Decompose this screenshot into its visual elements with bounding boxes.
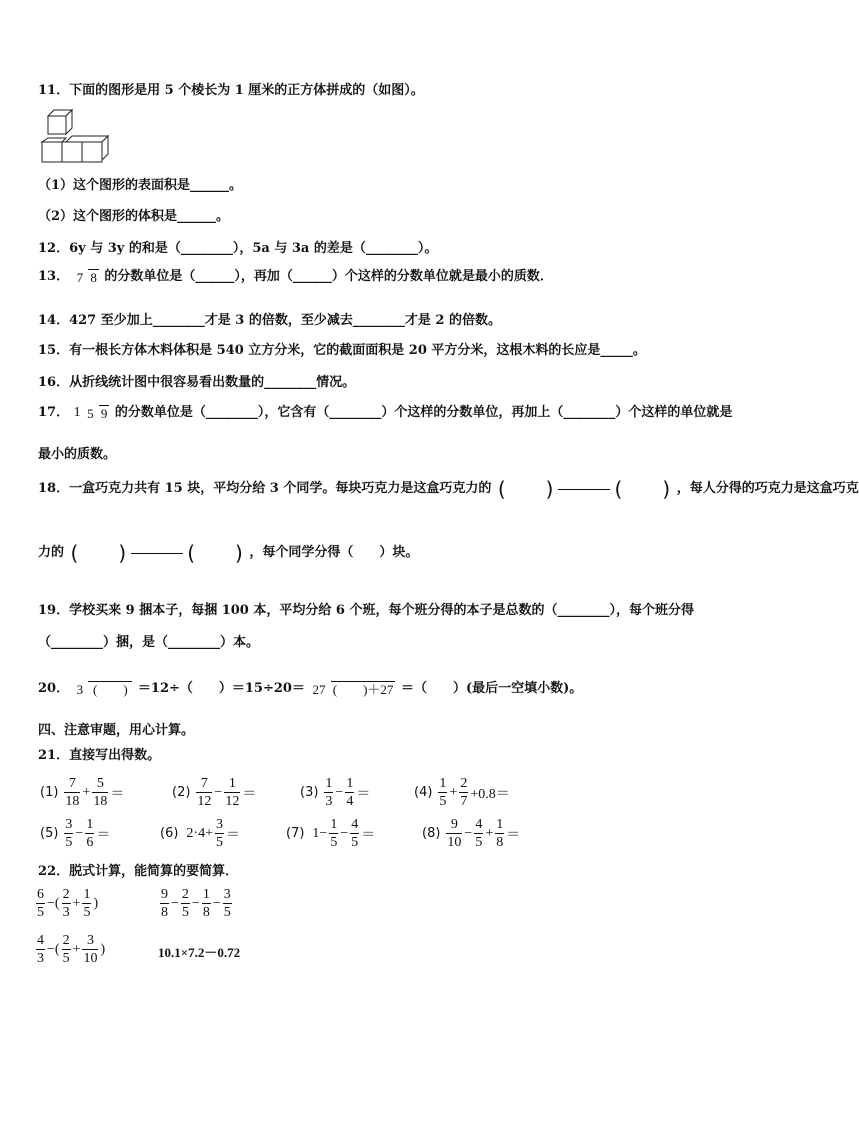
fraction (224, 775, 240, 810)
q18-blank-num-2: ( ) (70, 541, 127, 565)
operator: − (464, 825, 473, 841)
q22-expr-2 (160, 886, 232, 921)
fraction (446, 816, 462, 851)
q18-blank-den-2: ( ) (187, 541, 243, 565)
tail: ＝ (225, 827, 240, 843)
fraction (350, 816, 359, 851)
num: 1 (496, 817, 504, 832)
q21-item-label: (5) (40, 826, 59, 841)
num: 2 (181, 887, 189, 902)
operator: − (171, 895, 179, 911)
num: 2 (62, 933, 70, 948)
den: 3 (62, 905, 70, 920)
q22-expr-1 (36, 886, 100, 921)
den: 10 (447, 835, 462, 850)
q15-text: 15．有一根长方体木料体积是 540 立方分米，它的截面面积是 20 平方分米，这根木料的长应是_____。 (38, 343, 646, 358)
q18-bar-1 (558, 489, 610, 490)
q18-part4: ，每个同学分得（ ）块。 (249, 545, 419, 560)
q20-label: 20． (38, 680, 70, 696)
fraction (215, 816, 224, 851)
num: 2 (62, 887, 70, 902)
q21-item-label: (1) (40, 785, 59, 800)
den: 5 (181, 905, 189, 920)
q22-expr-4-text: 10.1×7.2－0.72 (158, 945, 241, 960)
prefix: 2·4+ (186, 825, 213, 841)
operator: + (72, 941, 81, 957)
q21-title: 21．直接写出得数。 (38, 748, 161, 763)
fraction (202, 886, 211, 921)
fraction (181, 886, 190, 921)
question-16 (38, 375, 355, 392)
fraction (62, 932, 71, 967)
den: 10 (83, 951, 98, 966)
fraction (82, 932, 98, 967)
fraction (82, 886, 91, 921)
q21-item-label: (8) (422, 826, 441, 841)
den: 18 (65, 794, 80, 809)
q19-line2: （________）捆，是（________）本。 (38, 635, 260, 650)
num: 3 (86, 933, 94, 948)
q20-fraction-2 (311, 680, 396, 697)
q21-item-label: (3) (300, 785, 319, 800)
q20-num1: 3 (76, 681, 84, 697)
fraction (62, 886, 71, 921)
operator: − (340, 825, 349, 841)
q21-item-label: (4) (414, 785, 433, 800)
q17-num: 5 (87, 405, 94, 421)
num: 6 (37, 887, 44, 902)
operator: − (212, 895, 221, 911)
num: 4 (37, 933, 44, 948)
q20-eq1: ＝12÷（ ）＝15÷20＝ (137, 680, 305, 696)
q19-line1: 19．学校买来 9 捆本子，每捆 100 本，平均分给 6 个班，每个班分得的本子是总数的（________），每个班分得 (38, 603, 694, 618)
num: 1 (439, 776, 447, 791)
q13-label: 13． (38, 268, 70, 284)
q13-fraction (75, 268, 99, 285)
q21-item-label: (6) (160, 826, 179, 841)
den: 12 (225, 794, 240, 809)
den: 5 (330, 835, 338, 850)
den: 5 (475, 835, 483, 850)
tail: ＝ (356, 786, 371, 802)
close-paren: ) (93, 895, 99, 911)
q18-bar-2 (131, 553, 183, 554)
operator: −( (47, 941, 60, 957)
q21-item-3 (300, 775, 372, 810)
tail: ＝ (361, 827, 376, 843)
fraction (196, 775, 212, 810)
den: 5 (215, 835, 223, 850)
cube-figure (40, 110, 120, 166)
operator: + (72, 895, 81, 911)
tail: ＝ (242, 786, 257, 802)
tail: ＝ (96, 827, 111, 843)
question-22-title (38, 864, 238, 881)
fraction (36, 932, 45, 967)
q13-den: 8 (90, 270, 97, 286)
q17-den: 9 (100, 406, 108, 422)
num: 1 (202, 887, 210, 902)
question-21-title (38, 748, 160, 765)
q11-sub2: （2）这个图形的体积是______。 (38, 209, 230, 224)
fraction (64, 775, 80, 810)
den: 5 (65, 835, 73, 850)
num: 2 (460, 776, 468, 791)
q17-label: 17． (38, 404, 70, 420)
q21-item-4 (414, 775, 512, 810)
den: 5 (223, 905, 231, 920)
question-17-line2 (38, 447, 116, 464)
den: 7 (460, 794, 468, 809)
q11-text: 11．下面的图形是用 5 个棱长为 1 厘米的正方体拼成的（如图）。 (38, 83, 424, 98)
operator: − (214, 784, 223, 800)
question-18-line2 (38, 542, 418, 564)
fraction (459, 775, 468, 810)
q18-blank-num-1: ( ) (497, 477, 554, 501)
q20-num2: 27 (312, 681, 326, 697)
q21-item-7 (286, 816, 377, 851)
prefix: 1− (312, 825, 328, 841)
operator: + (449, 784, 458, 800)
den: 8 (161, 905, 168, 920)
q21-item-8 (422, 816, 522, 851)
fraction (92, 775, 108, 810)
q21-item-6 (160, 816, 242, 851)
fraction (495, 816, 504, 851)
q18-fraction-blank-1 (498, 478, 670, 500)
q18-part1: 18．一盒巧克力共有 15 块，平均分给 3 个同学。每块巧克力是这盒巧克力的 (38, 481, 492, 496)
q21-item-label: (2) (172, 785, 191, 800)
operator: − (191, 895, 200, 911)
operator: + (82, 784, 91, 800)
q18-blank-den-1: ( ) (614, 477, 671, 501)
question-12 (38, 241, 437, 258)
q18-part3: 力的 (38, 545, 65, 560)
q21-item-label: (7) (286, 826, 305, 841)
q18-part2: ，每人分得的巧克力是这盒巧克 (676, 481, 859, 496)
fraction (345, 775, 354, 810)
section-4-title (38, 723, 194, 740)
q16-text: 16．从折线统计图中很容易看出数量的________情况。 (38, 375, 356, 390)
num: 3 (223, 887, 231, 902)
num: 1 (346, 776, 354, 791)
fraction (329, 816, 338, 851)
num: 7 (68, 776, 76, 791)
fraction (324, 775, 333, 810)
q18-fraction-blank-2 (71, 542, 243, 564)
tail: +0.8＝ (470, 786, 510, 802)
num: 7 (200, 776, 208, 791)
num: 1 (83, 887, 91, 902)
question-20 (38, 680, 582, 697)
tail: ＝ (110, 786, 125, 802)
q21-item-5 (40, 816, 112, 851)
fraction (438, 775, 447, 810)
question-11 (38, 83, 424, 100)
den: 18 (93, 794, 108, 809)
den: 5 (351, 835, 359, 850)
question-13 (38, 268, 553, 285)
q17-text: 的分数单位是（________），它含有（________）个这样的分数单位，再加上（________）个这样的单位就是 (114, 404, 733, 420)
section4-text: 四、注意审题，用心计算。 (38, 723, 195, 738)
den: 8 (496, 835, 504, 850)
num: 5 (96, 776, 104, 791)
den: 5 (83, 905, 91, 920)
num: 4 (475, 817, 483, 832)
den: 4 (346, 794, 354, 809)
operator: − (75, 825, 84, 841)
den: 5 (37, 905, 44, 920)
q21-item-2 (172, 775, 258, 810)
num: 1 (330, 817, 338, 832)
fraction (85, 816, 94, 851)
question-14 (38, 313, 501, 330)
den: 3 (37, 951, 44, 966)
q22-expr-4 (158, 942, 240, 961)
q20-fraction-1 (75, 680, 133, 697)
fraction (64, 816, 73, 851)
q17-fraction (85, 404, 109, 421)
q12-text: 12．6y 与 3y 的和是（________），5a 与 3a 的差是（________）。 (38, 241, 438, 256)
question-19 (38, 603, 694, 620)
num: 4 (351, 817, 359, 832)
fraction (474, 816, 483, 851)
q11-sub1: （1）这个图形的表面积是______。 (38, 178, 243, 193)
question-11-part2 (38, 209, 229, 226)
q13-text: 的分数单位是（______），再加（______）个这样的分数单位就是最小的质数． (104, 268, 553, 284)
num: 9 (161, 887, 168, 902)
question-17 (38, 404, 732, 421)
num: 1 (86, 817, 94, 832)
q21-item-1 (40, 775, 126, 810)
question-18 (38, 478, 859, 500)
q22-title: 22．脱式计算，能简算的要简算． (38, 864, 239, 879)
den: 12 (197, 794, 212, 809)
question-19-line2 (38, 635, 259, 652)
close-paren: ) (100, 941, 106, 957)
fraction (223, 886, 232, 921)
fraction (160, 886, 169, 921)
den: 8 (202, 905, 210, 920)
q20-eq2: ＝（ ）(最后一空填小数)。 (400, 680, 583, 696)
tail: ＝ (506, 827, 521, 843)
num: 3 (215, 817, 223, 832)
num: 9 (450, 817, 458, 832)
q20-den1: ( ) (88, 681, 132, 697)
question-11-part1 (38, 178, 242, 195)
question-15 (38, 343, 646, 360)
operator: −( (47, 895, 60, 911)
den: 5 (62, 951, 70, 966)
fraction (36, 886, 45, 921)
operator: + (485, 825, 494, 841)
num: 1 (325, 776, 333, 791)
num: 1 (228, 776, 236, 791)
q17-mixed-number (74, 404, 111, 421)
q20-den2: ( )＋27 (332, 682, 394, 698)
q17-whole: 1 (73, 404, 81, 420)
den: 3 (325, 794, 333, 809)
q14-text: 14．427 至少加上________才是 3 的倍数，至少减去________才是 2 的倍数。 (38, 313, 501, 328)
operator: − (335, 784, 344, 800)
q13-num: 7 (76, 269, 84, 285)
q17-line2: 最小的质数。 (38, 447, 117, 462)
q22-expr-3 (36, 932, 107, 967)
den: 6 (86, 835, 94, 850)
num: 3 (65, 817, 73, 832)
den: 5 (439, 794, 447, 809)
